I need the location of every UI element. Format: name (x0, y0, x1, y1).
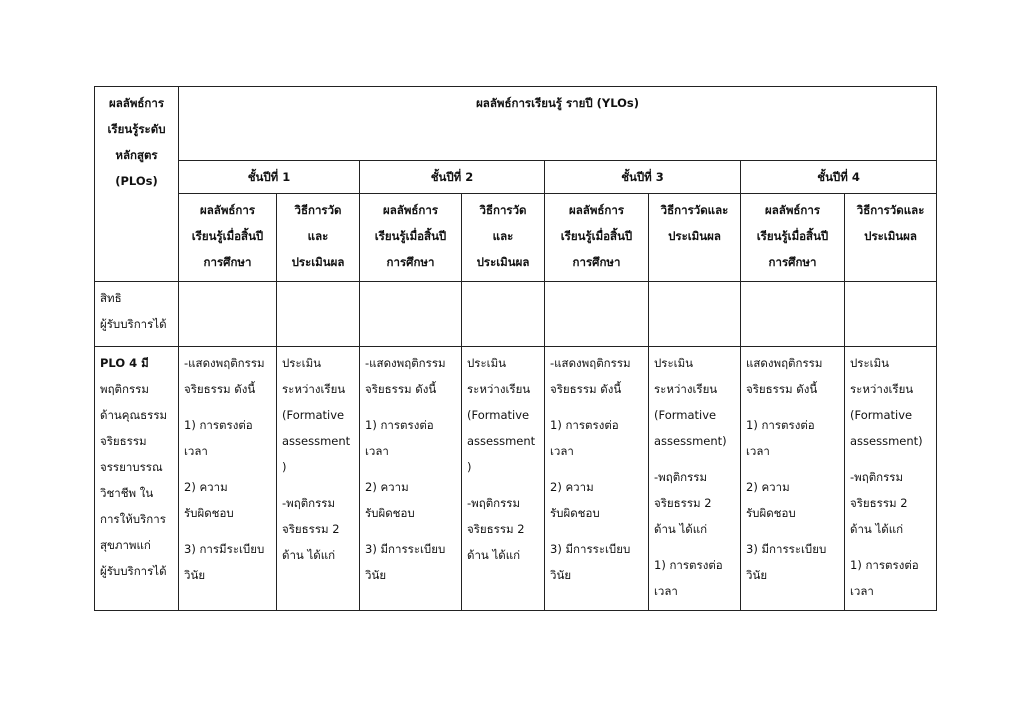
plo4-label-line: ผู้รับบริการได้ (100, 564, 167, 578)
ylo-header: ผลลัพธ์การเรียนรู้ รายปี (YLOs) (179, 87, 937, 161)
cell-line: ด้าน ได้แก่ (467, 548, 521, 562)
empty-cell (360, 282, 462, 347)
subheader-line: ผลลัพธ์การ (764, 203, 821, 217)
subheader-line: เรียนรู้เมื่อสิ้นปี (191, 229, 264, 243)
cell-line: 1) การตรงต่อ (550, 418, 619, 432)
subheader-assessment (277, 194, 360, 282)
cell-line: ประเมิน (282, 356, 322, 370)
cell-line: เวลา (365, 444, 389, 458)
cell-line: เวลา (746, 444, 770, 458)
empty-cell (277, 282, 360, 347)
subheader-outcome (179, 194, 277, 282)
cell-line: วินัย (550, 568, 572, 582)
subheader-line: ผลลัพธ์การ (382, 203, 439, 217)
cell-line: รับผิดชอบ (184, 506, 234, 520)
rights-row-label (95, 282, 179, 347)
cell-line: -แสดงพฤติกรรม (365, 356, 446, 370)
cell-line: จริยธรรม ดังนี้ (746, 382, 818, 396)
cell-line: เวลา (184, 444, 208, 458)
plo4-label-line: จริยธรรม (100, 434, 147, 448)
subheader-line: ประเมินผล (668, 229, 721, 243)
cell-line: จริยธรรม 2 (850, 496, 908, 510)
cell-line: 2) ความ (550, 480, 594, 494)
plo4-label-line: สุขภาพแก่ (100, 538, 151, 552)
subheader-line: ผลลัพธ์การ (568, 203, 625, 217)
plo4-assessment-cell (462, 347, 545, 611)
paragraph-gap (365, 526, 456, 536)
plo-header-line: ผลลัพธ์การ (108, 96, 165, 110)
cell-line: -พฤติกรรม (654, 470, 708, 484)
cell-line: ระหว่างเรียน (467, 382, 531, 396)
subheader-assessment (649, 194, 741, 282)
paragraph-gap (550, 464, 643, 474)
cell-line: 2) ความ (365, 480, 409, 494)
cell-line: assessment) (654, 434, 727, 448)
cell-line: 1) การตรงต่อ (184, 418, 253, 432)
cell-line: -พฤติกรรม (282, 496, 336, 510)
cell-line: ) (282, 460, 287, 474)
cell-line: -พฤติกรรม (850, 470, 904, 484)
subheader-line: และ (492, 229, 514, 243)
cell-line: assessment (282, 434, 351, 448)
cell-line: วินัย (184, 568, 206, 582)
cell-line: จริยธรรม ดังนี้ (365, 382, 437, 396)
plo4-label-line: วิชาชีพ ใน (100, 486, 154, 500)
subheader-line: การศึกษา (203, 255, 252, 269)
paragraph-gap (746, 526, 839, 536)
year-3-header: ชั้นปีที่ 3 (545, 161, 741, 194)
cell-line: assessment) (850, 434, 923, 448)
cell-line: (Formative (467, 408, 530, 422)
cell-line: จริยธรรม 2 (467, 522, 525, 536)
cell-line: assessment (467, 434, 536, 448)
cell-line: -แสดงพฤติกรรม (184, 356, 265, 370)
paragraph-gap (746, 464, 839, 474)
paragraph-gap (365, 402, 456, 412)
cell-line: 3) มีการระเบียบ (365, 542, 446, 556)
cell-line: 1) การตรงต่อ (850, 558, 919, 572)
subheader-line: เรียนรู้เมื่อสิ้นปี (560, 229, 633, 243)
subheader-outcome (741, 194, 845, 282)
plo4-assessment-cell (277, 347, 360, 611)
paragraph-gap (365, 464, 456, 474)
cell-line: (Formative (654, 408, 717, 422)
cell-line: 2) ความ (184, 480, 228, 494)
subheader-outcome (360, 194, 462, 282)
cell-line: แสดงพฤติกรรม (746, 356, 823, 370)
plo4-assessment-cell (845, 347, 937, 611)
subheader-line: ผลลัพธ์การ (199, 203, 256, 217)
empty-cell (741, 282, 845, 347)
cell-line: ด้าน ได้แก่ (654, 522, 708, 536)
plo4-outcome-cell (179, 347, 277, 611)
subheader-outcome (545, 194, 649, 282)
cell-line: เวลา (654, 584, 678, 598)
empty-cell (545, 282, 649, 347)
paragraph-gap (184, 464, 271, 474)
plo4-label-line: พฤติกรรม (100, 382, 149, 396)
paragraph-gap (550, 402, 643, 412)
subheader-assessment (845, 194, 937, 282)
plo4-outcome-cell (360, 347, 462, 611)
plo-header-line: (PLOs) (115, 174, 158, 188)
subheader-line: เรียนรู้เมื่อสิ้นปี (374, 229, 447, 243)
ylo-table (94, 86, 937, 611)
cell-line: ระหว่างเรียน (654, 382, 718, 396)
cell-line: วินัย (746, 568, 768, 582)
plo4-label-line: จรรยาบรรณ (100, 460, 163, 474)
paragraph-gap (746, 402, 839, 412)
cell-line: รับผิดชอบ (550, 506, 600, 520)
empty-cell (649, 282, 741, 347)
cell-line: ประเมิน (850, 356, 890, 370)
paragraph-gap (550, 526, 643, 536)
year-1-header: ชั้นปีที่ 1 (179, 161, 360, 194)
paragraph-gap (184, 402, 271, 412)
paragraph-gap (282, 480, 354, 490)
plo4-label-line: ด้านคุณธรรม (100, 408, 168, 422)
subheader-assessment (462, 194, 545, 282)
cell-line: (Formative (850, 408, 913, 422)
cell-line: วินัย (365, 568, 387, 582)
paragraph-gap (654, 542, 735, 552)
cell-line: ด้าน ได้แก่ (850, 522, 904, 536)
cell-line: จริยธรรม 2 (654, 496, 712, 510)
cell-line: เวลา (550, 444, 574, 458)
cell-line: 3) การมีระเบียบ (184, 542, 265, 556)
cell-line: เวลา (850, 584, 874, 598)
cell-line: ระหว่างเรียน (850, 382, 914, 396)
subheader-line: ประเมินผล (291, 255, 345, 269)
plo4-label-cell (95, 347, 179, 611)
cell-line: รับผิดชอบ (365, 506, 415, 520)
cell-line: ) (467, 460, 472, 474)
subheader-line: การศึกษา (572, 255, 621, 269)
cell-line: 2) ความ (746, 480, 790, 494)
cell-line: 1) การตรงต่อ (746, 418, 815, 432)
cell-line: 3) มีการระเบียบ (550, 542, 631, 556)
plo4-assessment-cell (649, 347, 741, 611)
subheader-line: เรียนรู้เมื่อสิ้นปี (756, 229, 829, 243)
cell-line: ระหว่างเรียน (282, 382, 346, 396)
cell-line: 1) การตรงต่อ (654, 558, 723, 572)
year-2-header: ชั้นปีที่ 2 (360, 161, 545, 194)
paragraph-gap (654, 454, 735, 464)
cell-line: (Formative (282, 408, 345, 422)
rights-line: สิทธิ (100, 291, 122, 305)
cell-line: 1) การตรงต่อ (365, 418, 434, 432)
cell-line: ด้าน ได้แก่ (282, 548, 336, 562)
empty-cell (462, 282, 545, 347)
year-4-header: ชั้นปีที่ 4 (741, 161, 937, 194)
paragraph-gap (850, 542, 931, 552)
rights-line: ผู้รับบริการได้ (100, 317, 167, 331)
empty-cell (179, 282, 277, 347)
subheader-line: การศึกษา (386, 255, 435, 269)
plo4-label-line: การให้บริการ (100, 512, 166, 526)
subheader-line: การศึกษา (768, 255, 817, 269)
paragraph-gap (184, 526, 271, 536)
subheader-line: วิธีการวัดและ (856, 203, 925, 217)
subheader-line: วิธีการวัด (479, 203, 527, 217)
subheader-line: ประเมินผล (476, 255, 530, 269)
plo4-outcome-cell (545, 347, 649, 611)
plo4-label-title: PLO 4 มี (100, 356, 149, 370)
cell-line: จริยธรรม ดังนี้ (550, 382, 622, 396)
cell-line: -แสดงพฤติกรรม (550, 356, 631, 370)
plo4-outcome-cell (741, 347, 845, 611)
cell-line: -พฤติกรรม (467, 496, 521, 510)
cell-line: รับผิดชอบ (746, 506, 796, 520)
subheader-line: วิธีการวัด (294, 203, 342, 217)
subheader-line: ประเมินผล (864, 229, 917, 243)
plo-header-cell (95, 87, 179, 282)
cell-line: 3) มีการระเบียบ (746, 542, 827, 556)
cell-line: ประเมิน (467, 356, 507, 370)
paragraph-gap (467, 480, 539, 490)
plo-header-line: เรียนรู้ระดับ (107, 122, 166, 136)
plo-header-line: หลักสูตร (115, 148, 158, 162)
cell-line: จริยธรรม ดังนี้ (184, 382, 256, 396)
cell-line: ประเมิน (654, 356, 694, 370)
cell-line: จริยธรรม 2 (282, 522, 340, 536)
empty-cell (845, 282, 937, 347)
subheader-line: และ (307, 229, 329, 243)
paragraph-gap (850, 454, 931, 464)
subheader-line: วิธีการวัดและ (660, 203, 729, 217)
